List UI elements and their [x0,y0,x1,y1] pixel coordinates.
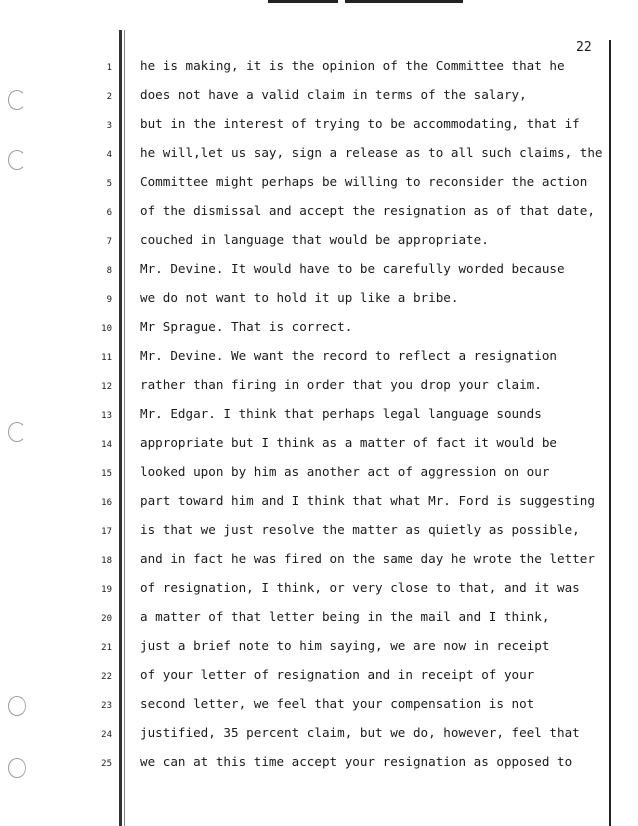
line-text: does not have a valid claim in terms of the salary, [140,87,527,102]
line-text: he is making, it is the opinion of the Committee that he [140,58,565,73]
line-number: 20 [101,614,112,624]
line-text: we can at this time accept your resignation as opposed to [140,754,573,769]
line-text: and in fact he was fired on the same day he wrote the letter [140,551,595,566]
line-number: 19 [101,585,112,595]
line-number: 17 [101,527,112,537]
line-number: 1 [106,63,112,73]
line-number: 23 [101,701,112,711]
line-text: couched in language that would be appropriate. [140,232,489,247]
line-number: 7 [106,237,112,247]
top-edge-mark [268,0,338,3]
line-text: a matter of that letter being in the mail and I think, [140,609,550,624]
punch-hole-mark [8,758,26,778]
line-number: 21 [101,643,112,653]
punch-hole-mark [8,696,26,716]
line-number: 9 [106,295,112,305]
line-text: rather than firing in order that you drop your claim. [140,377,542,392]
line-text: just a brief note to him saying, we are now in receipt [140,638,550,653]
line-text: Mr. Devine. It would have to be carefully worded because [140,261,565,276]
line-number: 6 [106,208,112,218]
line-text: justified, 35 percent claim, but we do, however, feel that [140,725,580,740]
line-number: 5 [106,179,112,189]
top-edge-mark [345,0,463,3]
line-number: 24 [101,730,112,740]
line-text: is that we just resolve the matter as quietly as possible, [140,522,580,537]
line-text: part toward him and I think that what Mr. Ford is suggesting [140,493,595,508]
line-number: 13 [101,411,112,421]
left-margin-rule [119,30,122,826]
punch-hole-mark [8,90,26,110]
punch-hole-mark [8,422,26,442]
line-number: 25 [101,759,112,769]
line-text: Mr Sprague. That is correct. [140,319,353,334]
line-number: 15 [101,469,112,479]
line-text: Mr. Devine. We want the record to reflect a resignation [140,348,558,363]
line-text: second letter, we feel that your compensation is not [140,696,535,711]
line-text: but in the interest of trying to be accommodating, that if [140,116,580,131]
line-number: 11 [101,353,112,363]
punch-hole-mark [8,150,26,170]
line-number: 3 [106,121,112,131]
line-text: of resignation, I think, or very close to that, and it was [140,580,580,595]
line-text: of the dismissal and accept the resignation as of that date, [140,203,595,218]
page-number: 22 [576,40,592,55]
line-number: 10 [101,324,112,334]
line-number: 16 [101,498,112,508]
line-text: Committee might perhaps be willing to reconsider the action [140,174,588,189]
line-number: 22 [101,672,112,682]
line-number: 18 [101,556,112,566]
left-margin-rule [124,30,125,826]
line-text: Mr. Edgar. I think that perhaps legal language sounds [140,406,542,421]
line-text: looked upon by him as another act of aggression on our [140,464,550,479]
line-number: 12 [101,382,112,392]
line-number: 14 [101,440,112,450]
line-text: appropriate but I think as a matter of fact it would be [140,435,558,450]
line-text: we do not want to hold it up like a bribe. [140,290,459,305]
line-text: of your letter of resignation and in receipt of your [140,667,535,682]
line-number: 8 [106,266,112,276]
line-number: 2 [106,92,112,102]
right-margin-rule [609,40,611,826]
line-text: he will,let us say, sign a release as to all such claims, the [140,145,603,160]
line-number: 4 [106,150,112,160]
